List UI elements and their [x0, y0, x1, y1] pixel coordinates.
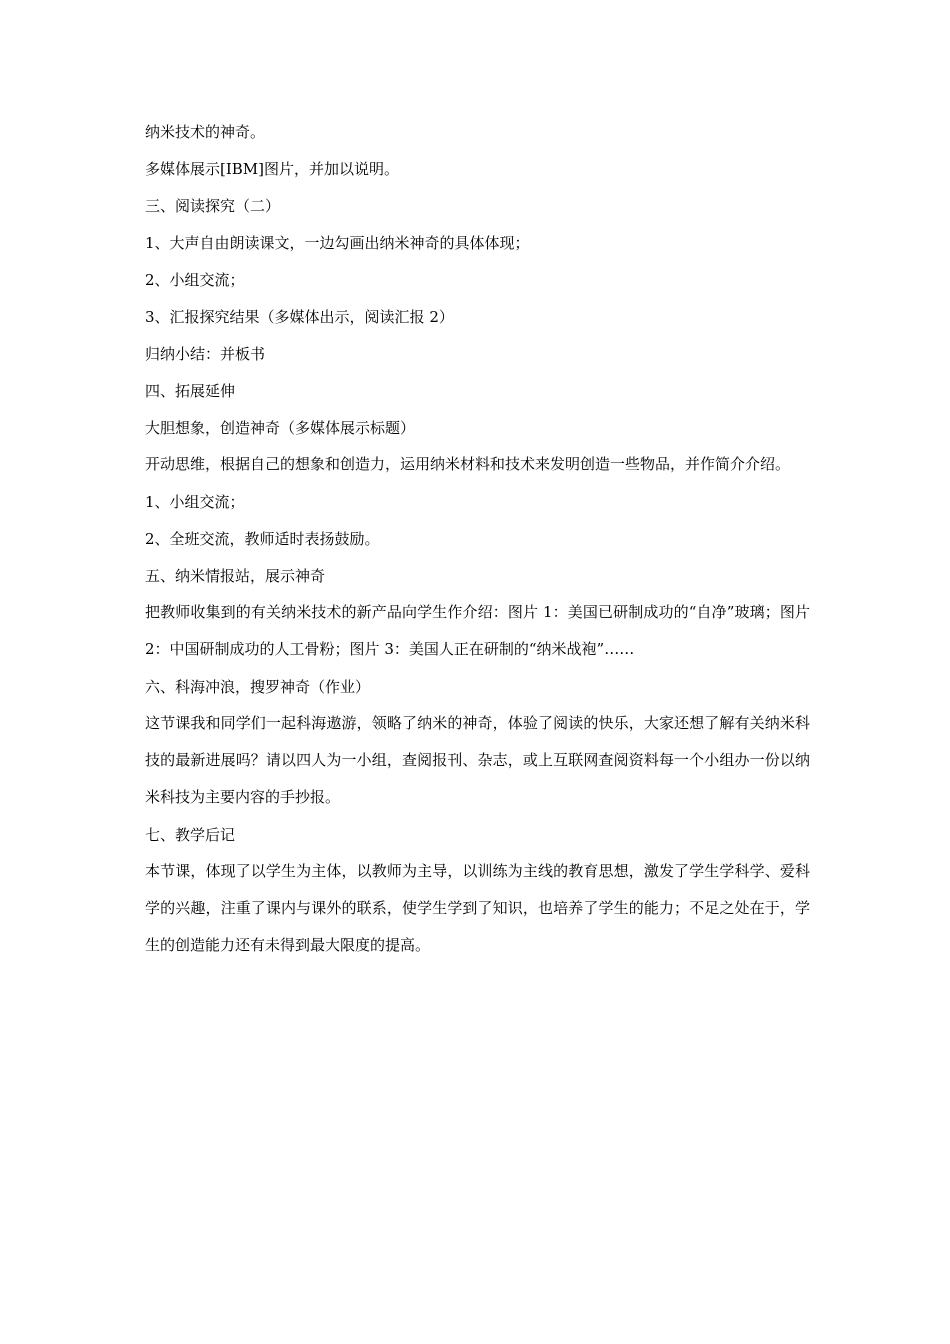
list-item: 1、小组交流；: [145, 493, 245, 511]
section-heading: 三、阅读探究（二）: [145, 197, 281, 215]
text-line: 归纳小结：并板书: [145, 345, 266, 363]
section-heading: 四、拓展延伸: [145, 382, 236, 400]
text-line: 多媒体展示[IBM]图片，并加以说明。: [145, 160, 400, 178]
list-item: 1、大声自由朗读课文，一边勾画出纳米神奇的具体体现；: [145, 234, 530, 252]
text-line: 纳米技术的神奇。: [145, 123, 266, 141]
section-heading: 七、教学后记: [145, 826, 236, 844]
section-heading: 五、纳米情报站，展示神奇: [145, 567, 326, 585]
document-body: [145, 120, 810, 971]
list-item: 2、全班交流，教师适时表扬鼓励。: [145, 530, 380, 548]
section-heading: 六、科海冲浪，搜罗神奇（作业）: [145, 678, 371, 696]
paragraph-products: 把教师收集到的有关纳米技术的新产品向学生作介绍：图片 1：美国已研制成功的“自净”玻璃；图片 2：中国研制成功的人工骨粉；图片 3：美国人正在研制的“纳米战袍”……: [145, 603, 810, 658]
text-line: 大胆想象，创造神奇（多媒体展示标题）: [145, 419, 416, 437]
list-item: 2、小组交流；: [145, 271, 245, 289]
paragraph-homework: 这节课我和同学们一起科海遨游，领略了纳米的神奇，体验了阅读的快乐，大家还想了解有关纳米科技的最新进展吗？请以四人为一小组，查阅报刊、杂志，或上互联网查阅资料每一个小组办一份以纳米科技为主要内容的手抄报。: [145, 714, 810, 806]
paragraph-postscript: 本节课，体现了以学生为主体，以教师为主导，以训练为主线的教育思想，激发了学生学科学、爱科学的兴趣，注重了课内与课外的联系，使学生学到了知识，也培养了学生的能力；不足之处在于，学生的创造能力还有未得到最大限度的提高。: [145, 862, 810, 954]
list-item: 3、汇报探究结果（多媒体出示，阅读汇报 2）: [145, 308, 454, 326]
paragraph-invent: 开动思维，根据自己的想象和创造力，运用纳米材料和技术来发明创造一些物品，并作简介介绍。: [145, 455, 791, 473]
